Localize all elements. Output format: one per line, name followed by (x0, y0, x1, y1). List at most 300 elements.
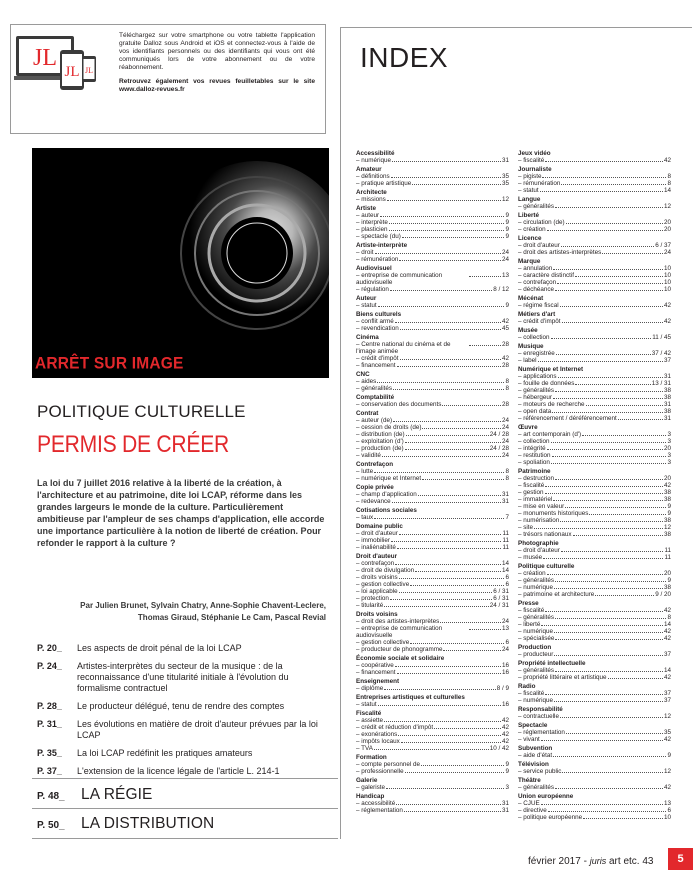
dot-leader (561, 184, 666, 185)
index-entry[interactable] (518, 807, 671, 814)
index-entry-label: – financement (356, 669, 396, 676)
index-category: Numérique et Internet (518, 366, 584, 373)
dot-leader (434, 728, 501, 729)
index-entry-page: 13 (663, 800, 671, 807)
index-category: Spectacle (518, 722, 548, 729)
index-entry[interactable] (356, 362, 509, 369)
section-link-regie[interactable] (37, 786, 152, 804)
index-entry[interactable] (356, 514, 509, 521)
index-entry-page: 9 (505, 226, 509, 233)
index-entry-page: 20 (663, 226, 671, 233)
index-entry-page: 13 / 31 (651, 380, 671, 387)
dot-leader (402, 237, 505, 238)
dot-leader (406, 435, 489, 436)
index-entry[interactable] (518, 489, 671, 496)
article-item[interactable] (37, 643, 329, 654)
index-entry-page: 42 (501, 731, 509, 738)
index-entry[interactable] (518, 394, 671, 401)
index-entry[interactable] (356, 445, 509, 452)
index-entry[interactable] (518, 577, 671, 584)
dot-leader (387, 200, 501, 201)
index-entry[interactable] (356, 588, 509, 595)
index-entry[interactable] (518, 286, 671, 293)
index-entry[interactable] (518, 279, 671, 286)
index-entry-label: – liberté (518, 621, 541, 628)
index-entry[interactable] (518, 203, 671, 210)
index-entry[interactable] (518, 667, 671, 674)
article-item[interactable] (37, 719, 329, 741)
index-entry[interactable] (518, 784, 671, 791)
index-entry[interactable] (518, 357, 671, 364)
index-entry-page: 42 (663, 607, 671, 614)
index-entry[interactable] (356, 537, 509, 544)
index-entry[interactable] (518, 554, 671, 561)
index-entry[interactable] (356, 226, 509, 233)
index-category: Radio (518, 683, 536, 690)
index-entry-page: 12 (663, 203, 671, 210)
index-entry[interactable] (356, 685, 509, 692)
index-entry-label: – production (de) (356, 445, 404, 452)
index-entry[interactable] (356, 318, 509, 325)
dot-leader (553, 500, 663, 501)
index-entry[interactable] (518, 570, 671, 577)
index-entry[interactable] (518, 438, 671, 445)
index-entry[interactable] (518, 373, 671, 380)
index-entry[interactable] (518, 621, 671, 628)
index-entry-page: 6 / 37 (655, 242, 671, 249)
index-entry[interactable] (518, 531, 671, 538)
index-entry[interactable] (518, 415, 671, 422)
index-entry[interactable] (518, 614, 671, 621)
article-item[interactable] (37, 701, 329, 712)
index-entry-page: 42 (501, 355, 509, 362)
index-entry-page: 9 (667, 577, 671, 584)
index-entry-label: – rémunération (518, 180, 561, 187)
dot-leader (557, 283, 663, 284)
index-entry-page: 42 (663, 482, 671, 489)
dot-leader (555, 290, 663, 291)
index-entry[interactable] (518, 334, 671, 341)
index-entry[interactable] (518, 729, 671, 736)
index-entry-label: – compte personnel de (356, 761, 421, 768)
index-entry[interactable] (356, 249, 509, 256)
index-entry-label: – fiscalité (518, 157, 545, 164)
index-entry[interactable] (356, 438, 509, 445)
index-entry-label: – entreprise de communication audiovisuelle (356, 625, 443, 639)
dot-leader (397, 673, 501, 674)
index-entry-label: – enregistrée (518, 350, 555, 357)
index-entry[interactable] (356, 302, 509, 309)
index-entry[interactable] (356, 768, 509, 775)
dot-leader (399, 534, 502, 535)
dot-leader (552, 456, 667, 457)
index-entry-page: 28 (501, 401, 509, 408)
index-entry[interactable] (356, 180, 509, 187)
index-entry[interactable] (356, 272, 509, 286)
dot-leader (540, 191, 663, 192)
index-entry[interactable] (356, 595, 509, 602)
index-entry-label: – numérique (518, 628, 554, 635)
index-entry-page: 20 (663, 570, 671, 577)
article-item[interactable] (37, 766, 329, 777)
index-entry[interactable] (518, 635, 671, 642)
index-entry-page: 24 (501, 618, 509, 625)
index-entry[interactable] (518, 584, 671, 591)
index-entry-label: – spécialisée (518, 635, 555, 642)
index-category: Fiscalité (356, 710, 382, 717)
index-entry-page: 8 / 9 (496, 685, 509, 692)
index-entry-label: – généralités (518, 203, 555, 210)
index-entry-page: 11 (502, 530, 509, 537)
index-entry[interactable] (518, 459, 671, 466)
index-entry[interactable] (356, 581, 509, 588)
index-entry[interactable] (518, 510, 671, 517)
index-entry[interactable] (518, 401, 671, 408)
dot-leader (389, 230, 505, 231)
index-category: Jeux vidéo (518, 150, 551, 157)
index-entry[interactable] (518, 547, 671, 554)
index-entry[interactable] (356, 560, 509, 567)
index-entry-label: – monuments historiques (518, 510, 589, 517)
index-entry[interactable] (356, 738, 509, 745)
index-entry-label: – généralités (518, 784, 555, 791)
index-entry[interactable] (356, 431, 509, 438)
index-entry-label: – numérique (518, 697, 554, 704)
divider (32, 838, 338, 839)
index-entry-page: 20 (663, 445, 671, 452)
index-entry[interactable] (356, 256, 509, 263)
dot-leader (392, 161, 501, 162)
index-entry[interactable] (356, 385, 509, 392)
dot-leader (410, 643, 504, 644)
index-entry-page: 38 (663, 394, 671, 401)
dot-leader (556, 354, 651, 355)
index-category: Accessibilité (356, 150, 395, 157)
dot-leader (561, 551, 664, 552)
index-entry[interactable] (356, 325, 509, 332)
index-entry-page: 10 (663, 272, 671, 279)
index-entry[interactable] (518, 226, 671, 233)
index-category: Audiovisuel (356, 265, 392, 272)
index-entry-page: 14 (663, 621, 671, 628)
index-entry[interactable] (356, 701, 509, 708)
dot-leader (555, 207, 663, 208)
index-category: Architecte (356, 189, 387, 196)
promo-text: Téléchargez sur votre smartphone ou votre tablette l'application gratuite Dalloz sous Android et iOS et connectez-vous à l'aide de vos identifiants personnels ou des identifiants qui vous ont été communiqués lors de votre abonnement ou de votre réabonnement. (119, 32, 315, 71)
index-category: Presse (518, 600, 539, 607)
index-entry-page: 38 (663, 531, 671, 538)
index-entry-page: 31 (501, 491, 509, 498)
dot-leader (393, 421, 501, 422)
index-category: Biens culturels (356, 311, 402, 318)
index-entry-label: – numérique et Internet (356, 475, 422, 482)
index-entry[interactable] (518, 651, 671, 658)
index-category: Journaliste (518, 166, 552, 173)
index-entry[interactable] (356, 173, 509, 180)
index-category: Artiste (356, 205, 376, 212)
index-entry[interactable] (518, 503, 671, 510)
index-entry[interactable] (356, 424, 509, 431)
index-entry[interactable] (518, 272, 671, 279)
index-entry-page: 24 / 28 (489, 445, 509, 452)
index-entry-page: 35 (501, 173, 509, 180)
index-entry[interactable] (356, 618, 509, 625)
dot-leader (554, 632, 663, 633)
index-entry-label: – numérique (518, 584, 554, 591)
index-entry[interactable] (356, 196, 509, 203)
dot-leader (399, 578, 505, 579)
dot-leader (566, 733, 663, 734)
dot-leader (608, 678, 663, 679)
index-entry[interactable] (518, 380, 671, 387)
index-entry[interactable] (518, 690, 671, 697)
index-entry[interactable] (356, 212, 509, 219)
index-entry-page: 9 (505, 302, 509, 309)
index-entry[interactable] (518, 431, 671, 438)
index-entry[interactable] (356, 669, 509, 676)
index-entry[interactable] (356, 745, 509, 752)
index-entry-label: – rémunération (356, 256, 399, 263)
index-entry[interactable] (518, 408, 671, 415)
index-entry[interactable] (518, 482, 671, 489)
index-category: Économie sociale et solidaire (356, 655, 445, 662)
index-entry-page: 35 (501, 180, 509, 187)
index-entry-label: – contrefaçon (518, 279, 557, 286)
index-entry[interactable] (356, 807, 509, 814)
index-entry-label: – propriété littéraire et artistique (518, 674, 607, 681)
index-entry-page: 7 (505, 514, 509, 521)
dot-leader (390, 290, 492, 291)
index-entry[interactable] (356, 341, 509, 355)
index-entry[interactable] (518, 157, 671, 164)
article-list (37, 643, 329, 784)
index-entry[interactable] (518, 173, 671, 180)
index-entry[interactable] (356, 452, 509, 459)
index-entry-label: – circulation (de) (518, 219, 565, 226)
index-entry-page: 6 (667, 807, 671, 814)
index-entry[interactable] (356, 567, 509, 574)
index-entry[interactable] (518, 265, 671, 272)
index-entry[interactable] (518, 524, 671, 531)
index-entry[interactable] (356, 355, 509, 362)
index-entry-page: 10 (663, 265, 671, 272)
index-entry[interactable] (518, 800, 671, 807)
index-entry-page: 10 (663, 279, 671, 286)
index-entry-label: – loi applicable (356, 588, 398, 595)
index-entry[interactable] (518, 350, 671, 357)
index-entry[interactable] (518, 180, 671, 187)
index-entry[interactable] (356, 761, 509, 768)
index-entry[interactable] (518, 302, 671, 309)
index-entry-page: 12 (663, 713, 671, 720)
index-entry[interactable] (356, 639, 509, 646)
index-category: Musique (518, 343, 544, 350)
index-entry[interactable] (518, 697, 671, 704)
dot-leader (545, 611, 663, 612)
index-entry[interactable] (518, 713, 671, 720)
dot-leader (555, 581, 666, 582)
index-entry[interactable] (518, 768, 671, 775)
index-entry[interactable] (356, 401, 509, 408)
index-entry-label: – redevance (356, 498, 391, 505)
index-category: Cinéma (356, 334, 379, 341)
index-entry-page: 10 (663, 286, 671, 293)
index-category: Droits voisins (356, 611, 398, 618)
dot-leader (561, 246, 654, 247)
index-entry-label: – généralités (518, 577, 555, 584)
index-entry[interactable] (518, 387, 671, 394)
dot-leader (422, 428, 501, 429)
index-entry-page: 9 (505, 212, 509, 219)
index-entry[interactable] (518, 814, 671, 821)
index-category: Formation (356, 754, 387, 761)
dot-leader (404, 811, 501, 812)
index-entry[interactable] (356, 468, 509, 475)
article-item[interactable] (37, 748, 329, 759)
index-entry-label: – réglementation (356, 807, 403, 814)
authors (60, 600, 326, 623)
index-entry-page: 8 (667, 173, 671, 180)
index-entry-page: 24 / 28 (489, 431, 509, 438)
index-entry[interactable] (356, 491, 509, 498)
dot-leader (401, 742, 501, 743)
index-entry-label: – droits voisins (356, 574, 398, 581)
index-entry[interactable] (356, 662, 509, 669)
index-entry[interactable] (356, 800, 509, 807)
index-entry-page: 24 (501, 424, 509, 431)
index-entry[interactable] (356, 724, 509, 731)
dot-leader (393, 389, 504, 390)
index-entry[interactable] (518, 736, 671, 743)
index-entry[interactable] (356, 475, 509, 482)
index-entry[interactable] (356, 530, 509, 537)
index-category: Politique culturelle (518, 563, 575, 570)
index-entry-page: 38 (663, 387, 671, 394)
index-entry[interactable] (356, 378, 509, 385)
index-entry-label: – crédit d'impôt (356, 355, 399, 362)
dot-leader (560, 306, 663, 307)
index-entry[interactable] (518, 219, 671, 226)
index-entry-label: – distribution (de) (356, 431, 405, 438)
index-entry[interactable] (356, 219, 509, 226)
index-entry[interactable] (356, 417, 509, 424)
index-entry[interactable] (518, 445, 671, 452)
index-category: Copie privée (356, 484, 394, 491)
index-entry-label: – protection (356, 595, 389, 602)
index-entry[interactable] (356, 646, 509, 653)
dot-leader (551, 463, 667, 464)
dot-leader (415, 571, 501, 572)
index-entry-label: – caractère distinctif (518, 272, 574, 279)
index-entry[interactable] (356, 544, 509, 551)
index-entry-label: – fiscalité (518, 482, 545, 489)
feature-photo (32, 148, 329, 378)
index-entry[interactable] (518, 187, 671, 194)
index-entry-label: – crédit d'impôt (518, 318, 561, 325)
index-entry-label: – moteurs de recherche (518, 401, 585, 408)
index-entry[interactable] (356, 157, 509, 164)
index-entry[interactable] (518, 496, 671, 503)
article-item[interactable] (37, 661, 329, 694)
index-entry-page: 3 (505, 784, 509, 791)
index-entry-label: – politique européenne (518, 814, 583, 821)
index-entry-label: – droit des artistes-interprètes (356, 618, 440, 625)
dot-leader (547, 449, 663, 450)
index-column-2 (518, 150, 671, 821)
magazine-issue: art etc. 43 (606, 856, 654, 867)
dot-leader (583, 818, 663, 819)
index-category: Mécénat (518, 295, 544, 302)
index-entry-label: – contractuelle (518, 713, 559, 720)
index-entry-label: – assiette (356, 717, 383, 724)
index-entry[interactable] (356, 731, 509, 738)
index-entry[interactable] (356, 498, 509, 505)
index-entry[interactable] (518, 318, 671, 325)
dot-leader (555, 639, 663, 640)
article-title: La loi LCAP redéfinit les pratiques amateurs (77, 748, 253, 758)
index-entry[interactable] (518, 249, 671, 256)
index-entry[interactable] (356, 286, 509, 293)
index-entry[interactable] (356, 233, 509, 240)
dot-leader (551, 442, 667, 443)
index-category: Production (518, 644, 552, 651)
dot-leader (380, 216, 504, 217)
index-entry[interactable] (356, 602, 509, 609)
index-entry[interactable] (518, 242, 671, 249)
index-entry[interactable] (518, 517, 671, 524)
index-entry-page: 42 (501, 738, 509, 745)
index-entry-label: – directive (518, 807, 547, 814)
dot-leader (378, 705, 501, 706)
dot-leader (541, 625, 663, 626)
dot-leader (412, 184, 501, 185)
index-entry-label: – création (518, 226, 546, 233)
index-entry-label: – financement (356, 362, 396, 369)
index-entry[interactable] (518, 591, 671, 598)
index-entry-label: – contrefaçon (356, 560, 395, 567)
index-entry-label: – destruction (518, 475, 555, 482)
index-entry[interactable] (356, 625, 509, 639)
index-entry[interactable] (356, 717, 509, 724)
index-entry-label: – numérique (356, 157, 392, 164)
index-entry-page: 6 / 31 (493, 588, 509, 595)
index-entry-page: 9 / 20 (655, 591, 671, 598)
index-entry-label: – spoliation (518, 459, 550, 466)
index-entry-label: – fouille de données (518, 380, 575, 387)
index-entry-page: 42 (663, 157, 671, 164)
dot-leader (555, 671, 663, 672)
dot-leader (375, 253, 501, 254)
index-entry[interactable] (518, 674, 671, 681)
index-entry[interactable] (518, 752, 671, 759)
index-entry[interactable] (518, 475, 671, 482)
index-category: Comptabilité (356, 394, 395, 401)
index-entry[interactable] (356, 574, 509, 581)
svg-text:JL: JL (85, 66, 93, 75)
index-entry[interactable] (518, 452, 671, 459)
index-entry[interactable] (518, 628, 671, 635)
article-page: P. 20_ (37, 643, 62, 653)
index-entry[interactable] (356, 784, 509, 791)
article-title: Le producteur délégué, tenu de rendre des comptes (77, 701, 285, 711)
index-entry-page: 42 (663, 302, 671, 309)
section-link-distribution[interactable] (37, 815, 214, 833)
index-entry[interactable] (518, 607, 671, 614)
index-entry-label: – droit des artistes-interprètes (518, 249, 602, 256)
index-category: Télévision (518, 761, 549, 768)
index-entry-label: – interprète (356, 219, 388, 226)
dot-leader (553, 398, 663, 399)
